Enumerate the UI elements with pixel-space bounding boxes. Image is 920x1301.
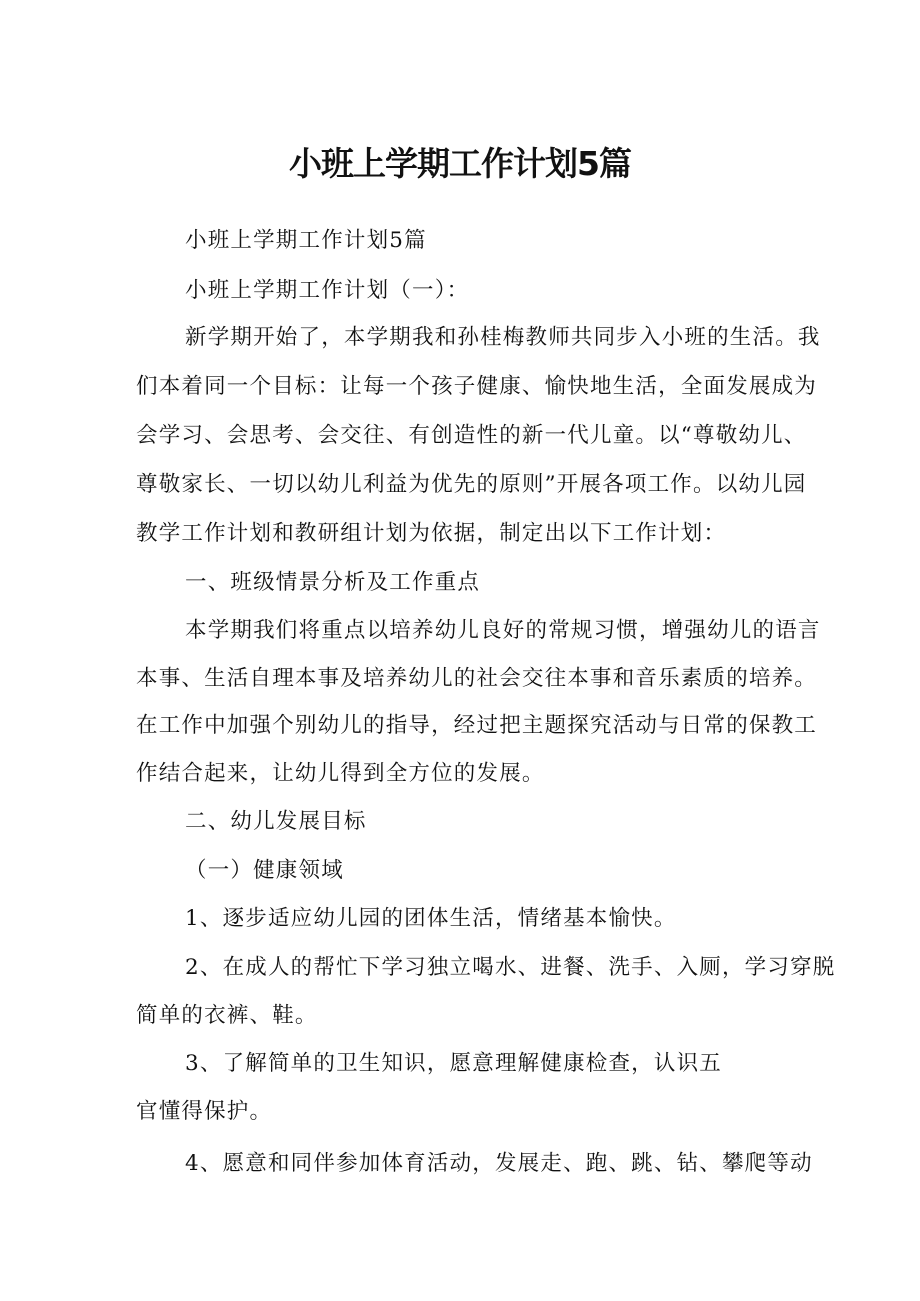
section-heading: 一、班级情景分析及工作重点 <box>185 570 481 595</box>
paragraph-line: 教学工作计划和教研组计划为依据，制定出以下工作计划： <box>136 521 727 546</box>
list-item: 3、了解简单的卫生知识，愿意理解健康检查，认识五 <box>185 1051 722 1076</box>
list-item: 2、在成人的帮忙下学习独立喝水、进餐、洗手、入厕，学习穿脱 <box>185 955 836 980</box>
paragraph-line: 在工作中加强个别幼儿的指导，经过把主题探究活动与日常的保教工 <box>136 713 818 738</box>
section-heading-plan-one: 小班上学期工作计划（一）： <box>185 278 470 303</box>
list-item-continuation: 简单的衣裤、鞋。 <box>136 1003 318 1028</box>
paragraph-line: 作结合起来，让幼儿得到全方位的发展。 <box>136 761 545 786</box>
paragraph-line: 新学期开始了，本学期我和孙桂梅教师共同步入小班的生活。我 <box>185 325 821 350</box>
subsection-heading: （一）健康领域 <box>185 858 344 883</box>
list-item: 1、逐步适应幼儿园的团体生活，情绪基本愉快。 <box>185 906 677 931</box>
paragraph-line: 会学习、会思考、会交往、有创造性的新一代儿童。以“尊敬幼儿、 <box>136 423 807 448</box>
paragraph-line: 们本着同一个目标：让每一个孩子健康、愉快地生活，全面发展成为 <box>136 374 818 399</box>
list-item-continuation: 官懂得保护。 <box>136 1099 273 1124</box>
paragraph-line: 本学期我们将重点以培养幼儿良好的常规习惯，增强幼儿的语言 <box>185 618 821 643</box>
section-heading: 二、幼儿发展目标 <box>185 809 367 834</box>
paragraph-line: 尊敬家长、一切以幼儿利益为优先的原则”开展各项工作。以幼儿园 <box>136 472 807 497</box>
document-title: 小班上学期工作计划5篇 <box>289 144 631 183</box>
paragraph-line: 本事、生活自理本事及培养幼儿的社会交往本事和音乐素质的培养。 <box>136 666 818 691</box>
list-item: 4、愿意和同伴参加体育活动，发展走、跑、跳、钻、攀爬等动 <box>185 1151 813 1176</box>
subtitle-line: 小班上学期工作计划5篇 <box>185 228 427 253</box>
